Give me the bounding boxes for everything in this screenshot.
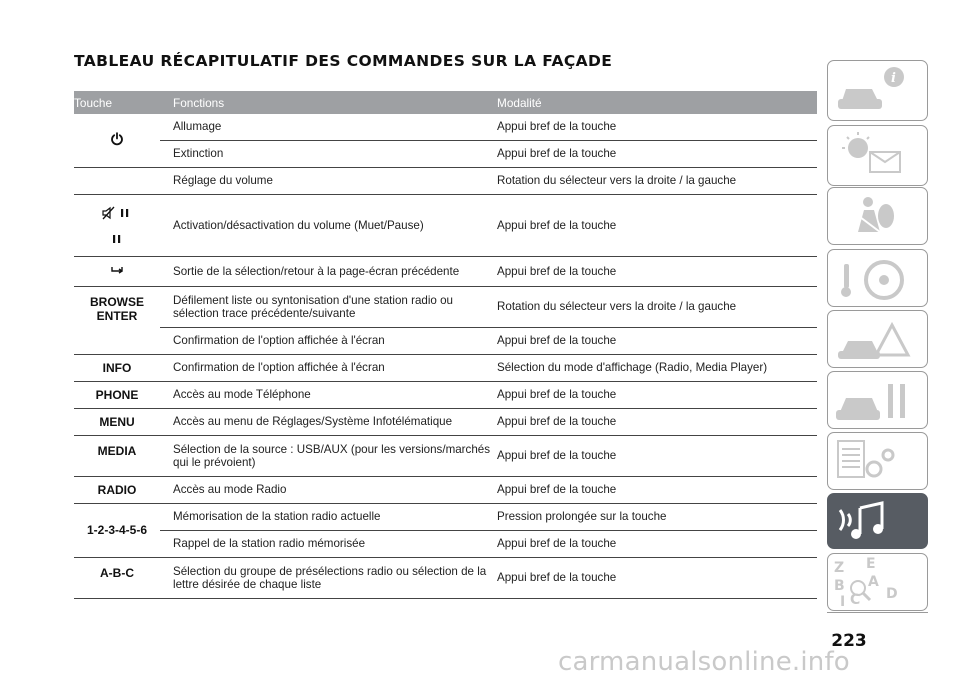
function-cell: Extinction xyxy=(160,140,497,167)
sidebar-tab-technical-data[interactable] xyxy=(827,432,928,490)
key-radio: RADIO xyxy=(74,476,160,503)
car-tools-icon xyxy=(828,372,929,430)
key-menu: MENU xyxy=(74,408,160,435)
function-cell: Sélection de la source : USB/AUX (pour les versions/marchés qui le prévoient) xyxy=(160,435,497,476)
sidebar-tab-vehicle-info[interactable] xyxy=(827,60,928,121)
power-icon xyxy=(110,132,124,146)
function-cell: Allumage xyxy=(160,114,497,140)
modalite-cell: Appui bref de la touche xyxy=(497,557,817,598)
function-cell: Confirmation de l'option affichée à l'écran xyxy=(160,327,497,354)
modalite-cell: Appui bref de la touche xyxy=(497,381,817,408)
key-label-enter: ENTER xyxy=(96,308,138,323)
sidebar-tab-lights-messages[interactable] xyxy=(827,125,928,186)
key-phone: PHONE xyxy=(74,381,160,408)
table-row xyxy=(74,140,817,167)
key-empty xyxy=(74,167,160,194)
modalite-cell: Appui bref de la touche xyxy=(497,140,817,167)
function-cell: Sélection du groupe de présélections radio ou sélection de la lettre désirée de chaque liste xyxy=(160,557,497,598)
watermark: carmanualsonline.info xyxy=(558,647,850,677)
sidebar-tab-starting-driving[interactable] xyxy=(827,249,928,307)
table-row xyxy=(74,114,817,140)
table-row xyxy=(74,381,817,408)
function-cell: Activation/désactivation du volume (Muet/Pause) xyxy=(160,194,497,256)
function-cell: Défilement liste ou syntonisation d'une station radio ou sélection trace précédente/suivante xyxy=(160,286,497,327)
table-row xyxy=(74,530,817,557)
header-touche: Touche xyxy=(74,91,160,114)
function-cell: Accès au mode Radio xyxy=(160,476,497,503)
seatbelt-airbag-icon xyxy=(828,188,929,246)
index-letter: C xyxy=(850,592,861,608)
table-row xyxy=(74,435,817,476)
modalite-cell: Rotation du sélecteur vers la droite / la gauche xyxy=(497,167,817,194)
back-arrow-icon xyxy=(109,264,125,276)
function-cell: Accès au menu de Réglages/Système Infotélématique xyxy=(160,408,497,435)
modalite-cell: Appui bref de la touche xyxy=(497,408,817,435)
function-cell: Rappel de la station radio mémorisée xyxy=(160,530,497,557)
table-row xyxy=(74,167,817,194)
table-row xyxy=(74,354,817,381)
modalite-cell: Appui bref de la touche xyxy=(497,327,817,354)
modalite-cell: Rotation du sélecteur vers la droite / la gauche xyxy=(497,286,817,327)
lights-envelope-icon xyxy=(828,126,929,187)
key-info: INFO xyxy=(74,354,160,381)
controls-table xyxy=(74,91,817,599)
header-modalite: Modalité xyxy=(497,91,817,114)
modalite-cell: Appui bref de la touche xyxy=(497,114,817,140)
modalite-cell: Appui bref de la touche xyxy=(497,194,817,256)
sidebar-tab-index[interactable] xyxy=(827,553,928,611)
mute-pause-icon xyxy=(102,206,132,220)
function-cell: Accès au mode Téléphone xyxy=(160,381,497,408)
modalite-cell: Appui bref de la touche xyxy=(497,530,817,557)
modalite-cell: Sélection du mode d'affichage (Radio, Media Player) xyxy=(497,354,817,381)
function-cell: Confirmation de l'option affichée à l'écran xyxy=(160,354,497,381)
index-letter: B xyxy=(834,578,845,594)
key-browse-enter xyxy=(74,286,160,354)
modalite-cell: Appui bref de la touche xyxy=(497,476,817,503)
key-abc: A-B-C xyxy=(74,557,160,598)
sidebar-tab-safety[interactable] xyxy=(827,187,928,245)
table-row xyxy=(74,476,817,503)
document-gears-icon xyxy=(828,433,929,491)
index-letter: A xyxy=(868,574,879,590)
modalite-cell: Pression prolongée sur la touche xyxy=(497,503,817,530)
index-letter: E xyxy=(866,556,876,572)
pause-icon xyxy=(110,233,124,245)
key-presets: 1-2-3-4-5-6 xyxy=(74,503,160,557)
key-media: MEDIA xyxy=(74,435,160,476)
page-title: TABLEAU RÉCAPITULATIF DES COMMANDES SUR LA FAÇADE xyxy=(74,52,613,70)
key-mute xyxy=(74,194,160,256)
car-info-icon xyxy=(828,61,929,122)
music-note-signal-icon xyxy=(828,494,929,550)
table-header-row xyxy=(74,91,817,114)
table-row xyxy=(74,286,817,327)
table-row xyxy=(74,256,817,286)
table-row xyxy=(74,503,817,530)
alphabet-index-icon xyxy=(828,554,929,612)
svg-text:i: i xyxy=(891,71,896,86)
function-cell: Réglage du volume xyxy=(160,167,497,194)
function-cell: Mémorisation de la station radio actuelle xyxy=(160,503,497,530)
index-letter: I xyxy=(840,594,846,610)
page-number: 223 xyxy=(831,631,867,651)
warning-triangle-car-icon xyxy=(828,311,929,369)
table-row xyxy=(74,557,817,598)
key-power xyxy=(74,114,160,167)
sidebar-tab-maintenance[interactable] xyxy=(827,371,928,429)
index-letter: Z xyxy=(834,560,845,576)
modalite-cell: Appui bref de la touche xyxy=(497,256,817,286)
key-label-browse: BROWSE xyxy=(90,294,144,309)
sidebar-divider xyxy=(827,612,928,613)
table-row xyxy=(74,408,817,435)
key-back xyxy=(74,256,160,286)
sidebar-tab-multimedia[interactable] xyxy=(827,493,928,549)
index-letter: D xyxy=(886,586,898,602)
modalite-cell: Appui bref de la touche xyxy=(497,435,817,476)
steering-wheel-icon xyxy=(828,250,929,308)
table-row xyxy=(74,327,817,354)
sidebar-tab-emergency[interactable] xyxy=(827,310,928,368)
table-row xyxy=(74,194,817,256)
function-cell: Sortie de la sélection/retour à la page-écran précédente xyxy=(160,256,497,286)
header-fonctions: Fonctions xyxy=(160,91,497,114)
